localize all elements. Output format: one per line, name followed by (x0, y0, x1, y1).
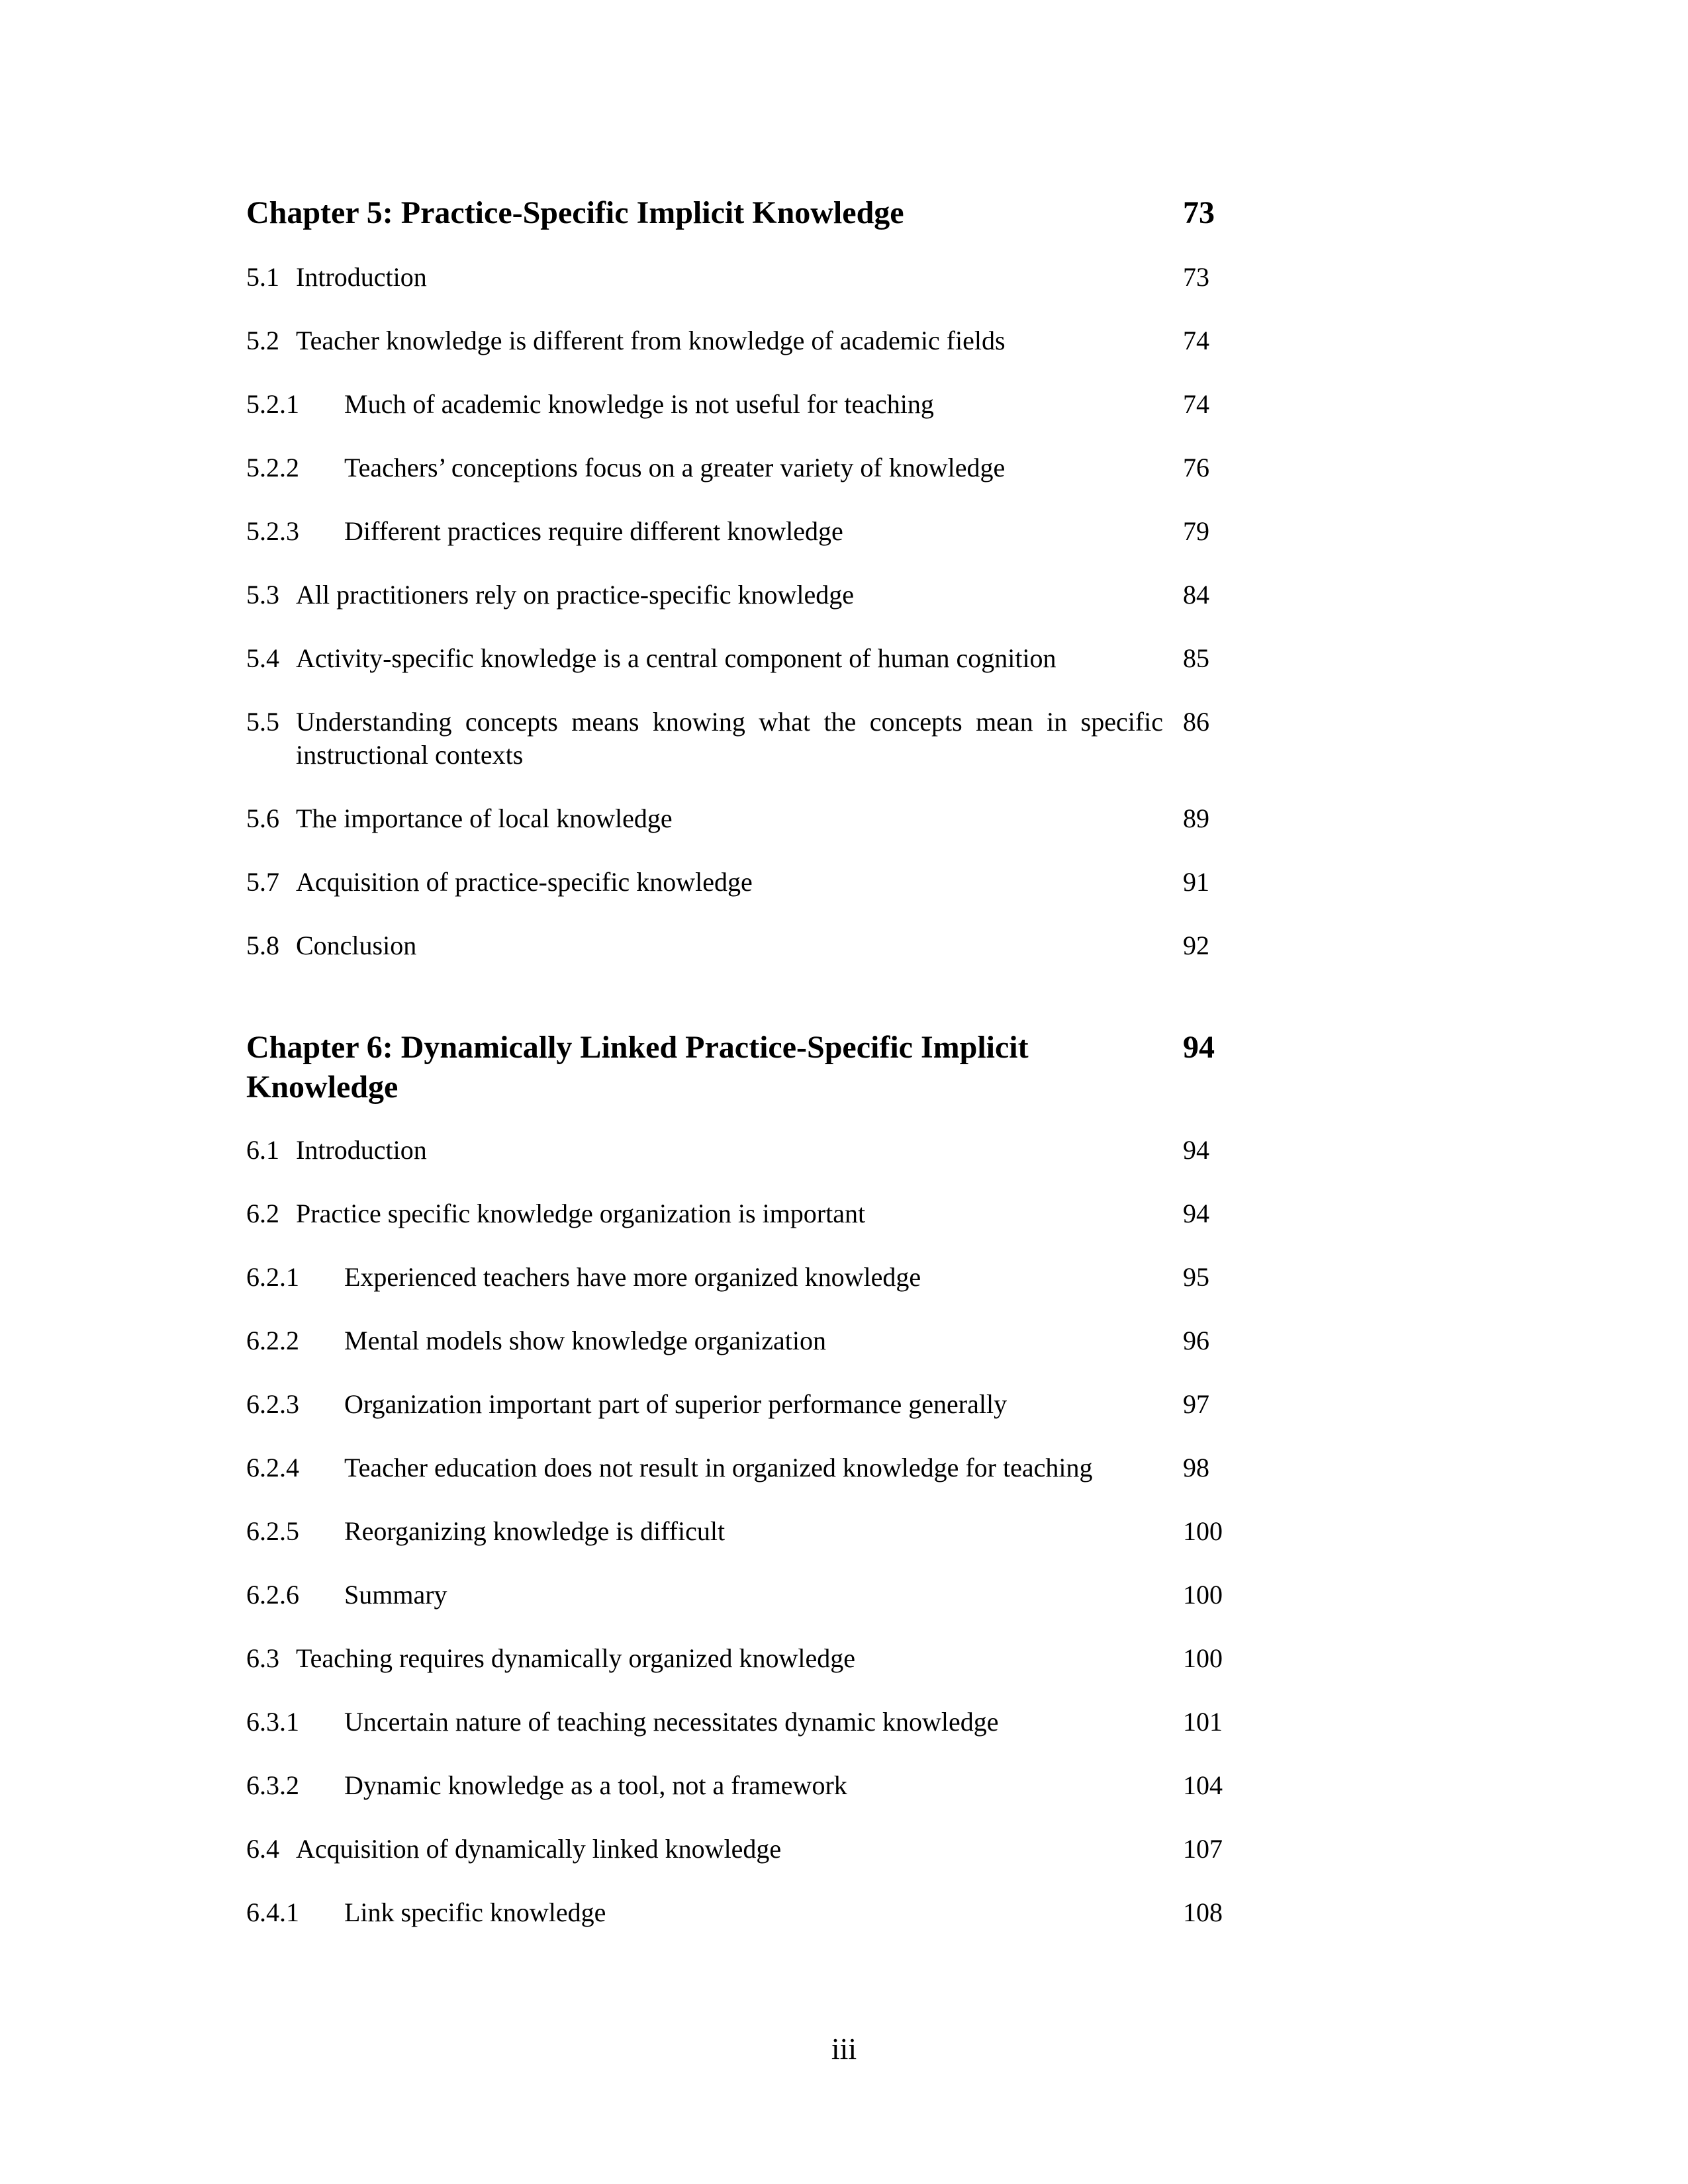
entry-number: 5.7 (246, 867, 279, 897)
entry-title: Link specific knowledge (344, 1897, 606, 1927)
entry-number: 5.3 (246, 580, 279, 610)
entry-number: 6.4.1 (246, 1897, 299, 1927)
entry-number: 5.6 (246, 803, 279, 833)
chapter-title: Chapter 6: Dynamically Linked Practice-Specific Implicit Knowledge (246, 1030, 1029, 1105)
entry-page-number: 79 (1183, 516, 1209, 546)
toc-entry (246, 1578, 1239, 1612)
toc-entry (246, 802, 1239, 835)
entry-number: 6.2.2 (246, 1326, 299, 1355)
toc-entry (246, 929, 1239, 962)
toc-entry (246, 1134, 1239, 1167)
entry-page-number: 85 (1183, 643, 1209, 673)
entry-number: 5.2 (246, 326, 279, 355)
entry-title: Introduction (296, 262, 427, 292)
chapter-page-number: 94 (1183, 1030, 1215, 1065)
entry-number: 5.5 (246, 707, 279, 737)
page-folio: iii (831, 2032, 857, 2066)
entry-page-number: 107 (1183, 1834, 1223, 1864)
entry-title: Different practices require different knowledge (344, 516, 843, 546)
chapter-heading (246, 193, 1239, 233)
entry-page-number: 92 (1183, 931, 1209, 960)
entry-title: Activity-specific knowledge is a central component of human cognition (296, 643, 1056, 673)
entry-number: 6.3.1 (246, 1707, 299, 1737)
entry-number: 5.4 (246, 643, 279, 673)
toc-entry (246, 1261, 1239, 1294)
entry-page-number: 101 (1183, 1707, 1223, 1737)
entry-title: Dynamic knowledge as a tool, not a framework (344, 1770, 847, 1800)
toc-entry (246, 1706, 1239, 1739)
entry-title: Teacher education does not result in organized knowledge for teaching (344, 1453, 1093, 1482)
entry-title: The importance of local knowledge (296, 803, 673, 833)
chapter-heading (246, 1028, 1239, 1107)
chapter-6-section (246, 1028, 1239, 1960)
entry-title: Much of academic knowledge is not useful for teaching (344, 389, 934, 419)
entry-title: Understanding concepts means knowing what the concepts mean in specific instructional contexts (296, 707, 1163, 770)
entry-number: 5.2.1 (246, 389, 299, 419)
entry-page-number: 96 (1183, 1326, 1209, 1355)
entry-title: Reorganizing knowledge is difficult (344, 1516, 726, 1546)
toc-entry (246, 1324, 1239, 1357)
entry-number: 6.2.4 (246, 1453, 299, 1482)
entry-number: 6.2.5 (246, 1516, 299, 1546)
entry-page-number: 108 (1183, 1897, 1223, 1927)
toc-entry (246, 1515, 1239, 1548)
entry-title: All practitioners rely on practice-specific knowledge (296, 580, 854, 610)
entry-number: 5.8 (246, 931, 279, 960)
entry-number: 6.3 (246, 1643, 279, 1673)
chapter-title: Chapter 5: Practice-Specific Implicit Knowledge (246, 195, 904, 230)
entry-title: Teachers’ conceptions focus on a greater variety of knowledge (344, 453, 1006, 482)
toc-entry (246, 451, 1239, 484)
entry-title: Acquisition of dynamically linked knowledge (296, 1834, 782, 1864)
entry-number: 5.1 (246, 262, 279, 292)
entry-number: 6.4 (246, 1834, 279, 1864)
entry-page-number: 74 (1183, 326, 1209, 355)
entry-title: Organization important part of superior performance generally (344, 1389, 1008, 1419)
entry-title: Experienced teachers have more organized knowledge (344, 1262, 921, 1292)
toc-entry (246, 578, 1239, 612)
entry-title: Practice specific knowledge organization is important (296, 1199, 866, 1228)
entry-page-number: 94 (1183, 1199, 1209, 1228)
entry-page-number: 97 (1183, 1389, 1209, 1419)
entry-number: 6.2.1 (246, 1262, 299, 1292)
entry-title: Conclusion (296, 931, 417, 960)
entry-number: 5.2.3 (246, 516, 299, 546)
entry-number: 6.2.3 (246, 1389, 299, 1419)
toc-entry (246, 1388, 1239, 1421)
entry-number: 6.2 (246, 1199, 279, 1228)
entry-page-number: 94 (1183, 1135, 1209, 1165)
entry-number: 6.1 (246, 1135, 279, 1165)
toc-entry (246, 515, 1239, 548)
toc-entry (246, 866, 1239, 899)
entry-page-number: 98 (1183, 1453, 1209, 1482)
toc-entry (246, 324, 1239, 357)
entry-title: Teacher knowledge is different from knowledge of academic fields (296, 326, 1006, 355)
entry-page-number: 76 (1183, 453, 1209, 482)
entry-page-number: 84 (1183, 580, 1209, 610)
entry-title: Uncertain nature of teaching necessitates dynamic knowledge (344, 1707, 999, 1737)
entry-title: Teaching requires dynamically organized knowledge (296, 1643, 856, 1673)
chapter-5-section (246, 193, 1239, 993)
toc-entry (246, 1769, 1239, 1802)
entry-page-number: 100 (1183, 1516, 1223, 1546)
entry-title: Acquisition of practice-specific knowledge (296, 867, 753, 897)
entry-page-number: 89 (1183, 803, 1209, 833)
entry-page-number: 86 (1183, 707, 1209, 737)
entry-title: Mental models show knowledge organization (344, 1326, 827, 1355)
entry-page-number: 73 (1183, 262, 1209, 292)
entry-page-number: 100 (1183, 1580, 1223, 1610)
toc-entry (246, 1197, 1239, 1230)
entry-page-number: 104 (1183, 1770, 1223, 1800)
toc-entry (246, 1896, 1239, 1929)
toc-entry (246, 261, 1239, 294)
entry-page-number: 91 (1183, 867, 1209, 897)
entry-title: Introduction (296, 1135, 427, 1165)
entry-number: 5.2.2 (246, 453, 299, 482)
toc-entry (246, 388, 1239, 421)
toc-entry (246, 642, 1239, 675)
entry-number: 6.2.6 (246, 1580, 299, 1610)
toc-entry (246, 1451, 1239, 1484)
toc-entry (246, 1642, 1239, 1675)
entry-page-number: 95 (1183, 1262, 1209, 1292)
toc-entry (246, 705, 1239, 772)
entry-page-number: 100 (1183, 1643, 1223, 1673)
entry-page-number: 74 (1183, 389, 1209, 419)
toc-entry (246, 1833, 1239, 1866)
entry-number: 6.3.2 (246, 1770, 299, 1800)
entry-title: Summary (344, 1580, 447, 1610)
chapter-page-number: 73 (1183, 195, 1215, 230)
